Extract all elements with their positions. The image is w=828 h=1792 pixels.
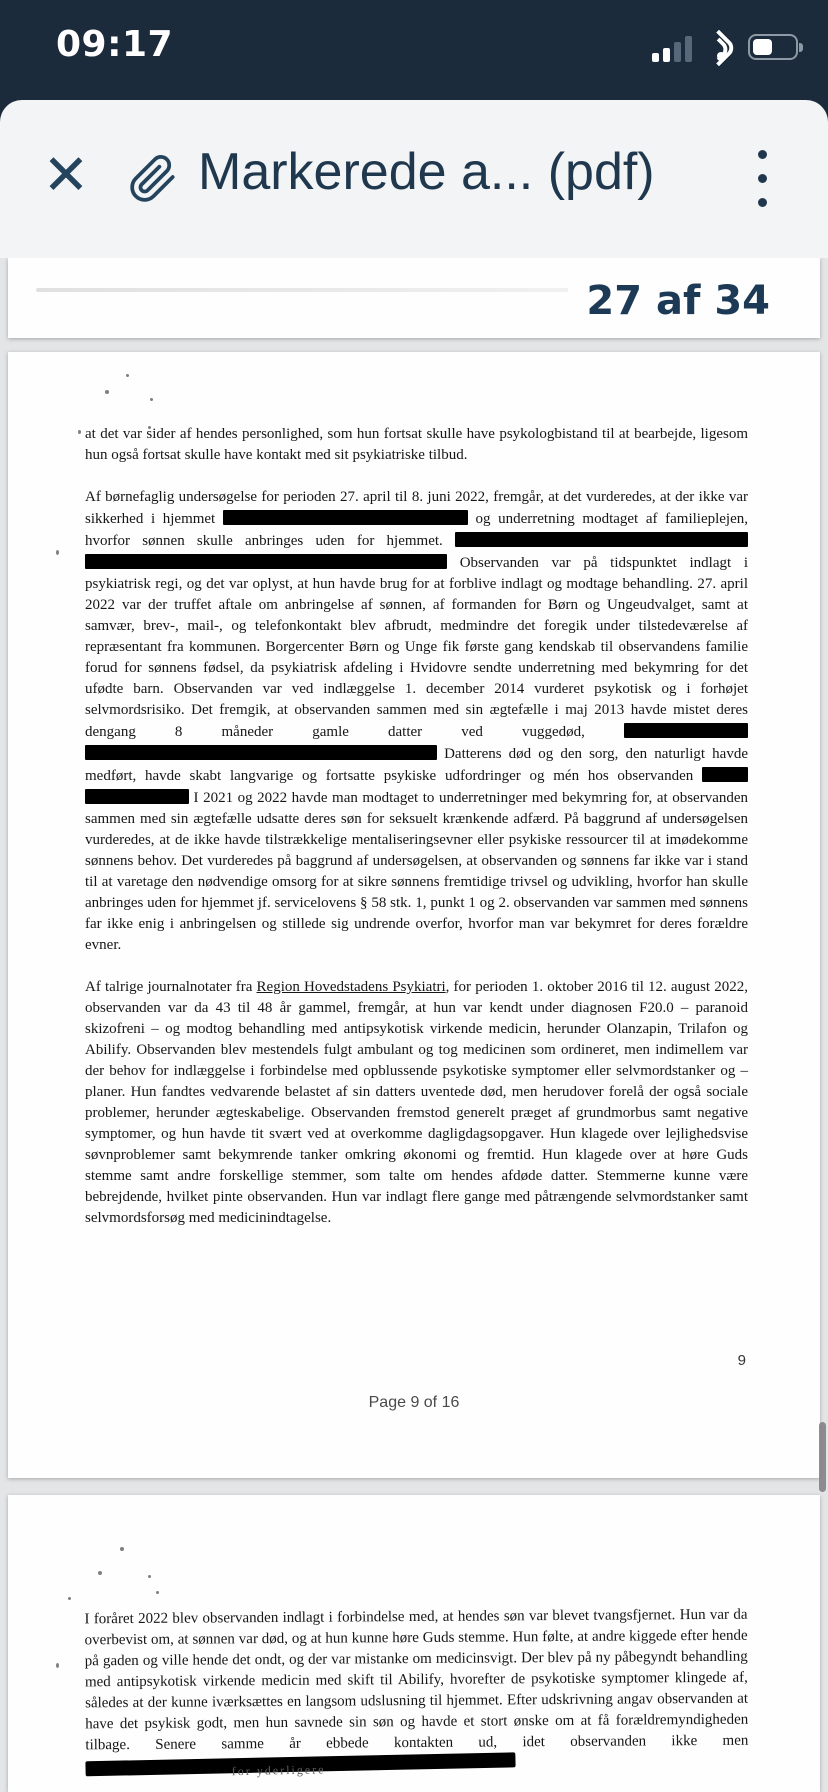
text-run: at det var sider af hendes personlighed, som hun fortsat skulle have psykologbistand til at bearbejde, ligesom hun også fortsat skulle have kontakt med sit psykiatriske tilbud. bbox=[85, 426, 748, 463]
pdf-page-next bbox=[8, 1495, 820, 1792]
page-text bbox=[85, 424, 748, 1229]
text-run: , for perioden 1. oktober 2016 til 12. august 2022, observanden var da 43 til 48 år gammel, fremgår, at hun var kendt under diagnosen F20.0 – paranoid skizofreni – og modtog behandling med antipsykotisk virkende medicin, herunder Olanzapin, Trilafon og Abilify. Observanden blev mestendels fulgt ambulant og tog medicinen som ordineret, men indimellem var der behov for indlæggelse i forbindelse med opblussende psykotiske symptomer eller selvmordstanker og –planer. Hun fandtes vedvarende belastet af sin datters uventede død, men herudover forelå der også sociale problemer, herunder ægteskabelige. Observanden fremstod generelt præget af grundmorbus samt negative symptomer, og hun havde tit svært ved at overkomme dagligdagsopgaver. Hun klagede over lejlighedsvise søvnproblemer samt bekymrende tanker omkring økonomi og fremtid. Hun klagede over at høre Guds stemme samt andre forskellige stemmer, som talte om hendes afdøde datter. Stemmerne kunne være bebrejdende, hvilket pinte observanden. Hun var indlagt flere gange med påtrængende selvmordstanker samt selvmordsforsøg med medicinindtagelse. bbox=[85, 979, 748, 1226]
cellular-signal-icon bbox=[652, 36, 696, 62]
paragraph bbox=[84, 1605, 748, 1779]
redaction-bar bbox=[702, 767, 748, 782]
document-footer: Page 9 of 16 bbox=[368, 1394, 460, 1411]
redaction-bar bbox=[223, 510, 468, 525]
close-button[interactable]: ✕ bbox=[42, 143, 90, 208]
text-run: og underretning modtaget af familieplejen, hvorfor sønnen skulle anbringes uden for hjemmet. bbox=[85, 511, 749, 549]
text-run: I foråret 2022 blev observanden indlagt i forbindelse med, at hendes søn var blevet tvangsfjernet. Hun var da overbevist om, at sønnen var død, og at hun kunne høre Guds stemme. Hun følte, at andre kiggede efter hende på gaden og ville hende det ondt, og der var mistanke om medicinsvigt. Der blev på ny påbegyndt behandling med antipsykotisk virkende medicin med skift til Abilify, hvorefter de psykotiske symptomer klingede af, således at der kunne iværksættes en langsom udslusning til hjemmet. Efter udskrivning angav observanden at have det psykisk godt, men hun savnede sin søn og havde et stort ønske om at få forældremyndigheden tilbage. Senere samme år ebbede kontakten ud, idet observanden ikke men bbox=[84, 1606, 749, 1754]
redaction-bar bbox=[85, 789, 189, 804]
document-title: Markerede a... (pdf) bbox=[198, 143, 655, 201]
redaction-bar bbox=[85, 745, 437, 760]
redaction-bar bbox=[85, 554, 447, 569]
redaction-bar bbox=[455, 532, 748, 547]
clock: 09:17 bbox=[56, 24, 174, 65]
text-run: Af talrige journalnotater fra bbox=[85, 979, 257, 995]
paragraph bbox=[85, 424, 748, 466]
strikethrough-redaction-bar bbox=[85, 1752, 515, 1779]
document-page-number: 9 bbox=[737, 1352, 746, 1369]
more-options-button[interactable] bbox=[752, 148, 772, 212]
text-run: Observanden var på tidspunktet indlagt i psykiatrisk regi, og det var oplyst, at hun havde brug for at forblive indlagt og modtage behandling. 27. april 2022 var der truffet aftale om anbringelse af sønnen, af formanden for Børn og Ungeudvalget, samt at samvær, brev-, mail-, og telefonkontakt blev afbrudt, medmindre det foregik under tilstedeværelse af repræsentant fra kommunen. Borgercenter Børn og Unge fik første gang kendskab til observandens familie forud for sønnens fødsel, da psykiatrisk afdeling i Hvidovre sendte underretning med bekymring for det ufødte barn. Observanden var ved indlæggelse 1. december 2014 vurderet psykotisk og i forhøjet selvmordsrisiko. Det fremgik, at observanden sammen med sin ægtefælle i maj 2013 havde mistet deres dengang 8 måneder gamle datter ved vuggedød, bbox=[85, 555, 749, 740]
pdf-viewer[interactable] bbox=[0, 258, 828, 1792]
pdf-viewer-header bbox=[0, 100, 828, 258]
underlined-text: Region Hovedstadens Psykiatri bbox=[256, 979, 446, 995]
page-text bbox=[84, 1605, 748, 1779]
wifi-icon bbox=[704, 33, 738, 59]
status-bar bbox=[0, 0, 828, 100]
redaction-bar bbox=[624, 723, 748, 738]
paperclip-icon bbox=[128, 154, 178, 204]
paragraph bbox=[85, 487, 748, 956]
paragraph bbox=[85, 977, 748, 1229]
page-indicator-badge: 27 af 34 bbox=[568, 272, 784, 334]
pdf-page-current bbox=[8, 352, 820, 1478]
text-run: I 2021 og 2022 havde man modtaget to underretninger med bekymring for, at observanden sammen med sin ægtefælle udsatte deres søn for seksuelt krænkende adfærd. På baggrund af undersøgelsen vurderedes, at de ikke havde tilstrækkelige mentaliseringsevner eller psykiske ressourcer til at imødekomme sønnens behov. Det vurderedes på baggrund af undersøgelsen, at observanden og sønnens far ikke var i stand til at varetage den nødvendige omsorg for at sikre sønnens fremtidige trivsel og udvikling, hvorfor han skulle anbringes uden for hjemmet jf. servicelovens § 58 stk. 1, punkt 1 og 2. observanden var sammen med sønnens far ikke enig i anbringelsen og stillede sig undrende overfor, hvorfor man var bekymret for deres forældre evner. bbox=[85, 790, 749, 953]
scrollbar-thumb[interactable] bbox=[819, 1422, 826, 1492]
text-run: Af børnefaglig undersøgelse for perioden 27. april til 8. juni 2022, fremgår, at det vurderedes, at der ikke var sikkerhed i hjemmet bbox=[85, 489, 748, 527]
text-run: Datterens død og den sorg, den naturligt havde medført, havde skabt langvarige og fortsatte psykiske udfordringer og mén hos observanden bbox=[85, 746, 748, 784]
battery-icon bbox=[748, 34, 798, 60]
partially-visible-text: for yderligere bbox=[231, 1762, 326, 1779]
